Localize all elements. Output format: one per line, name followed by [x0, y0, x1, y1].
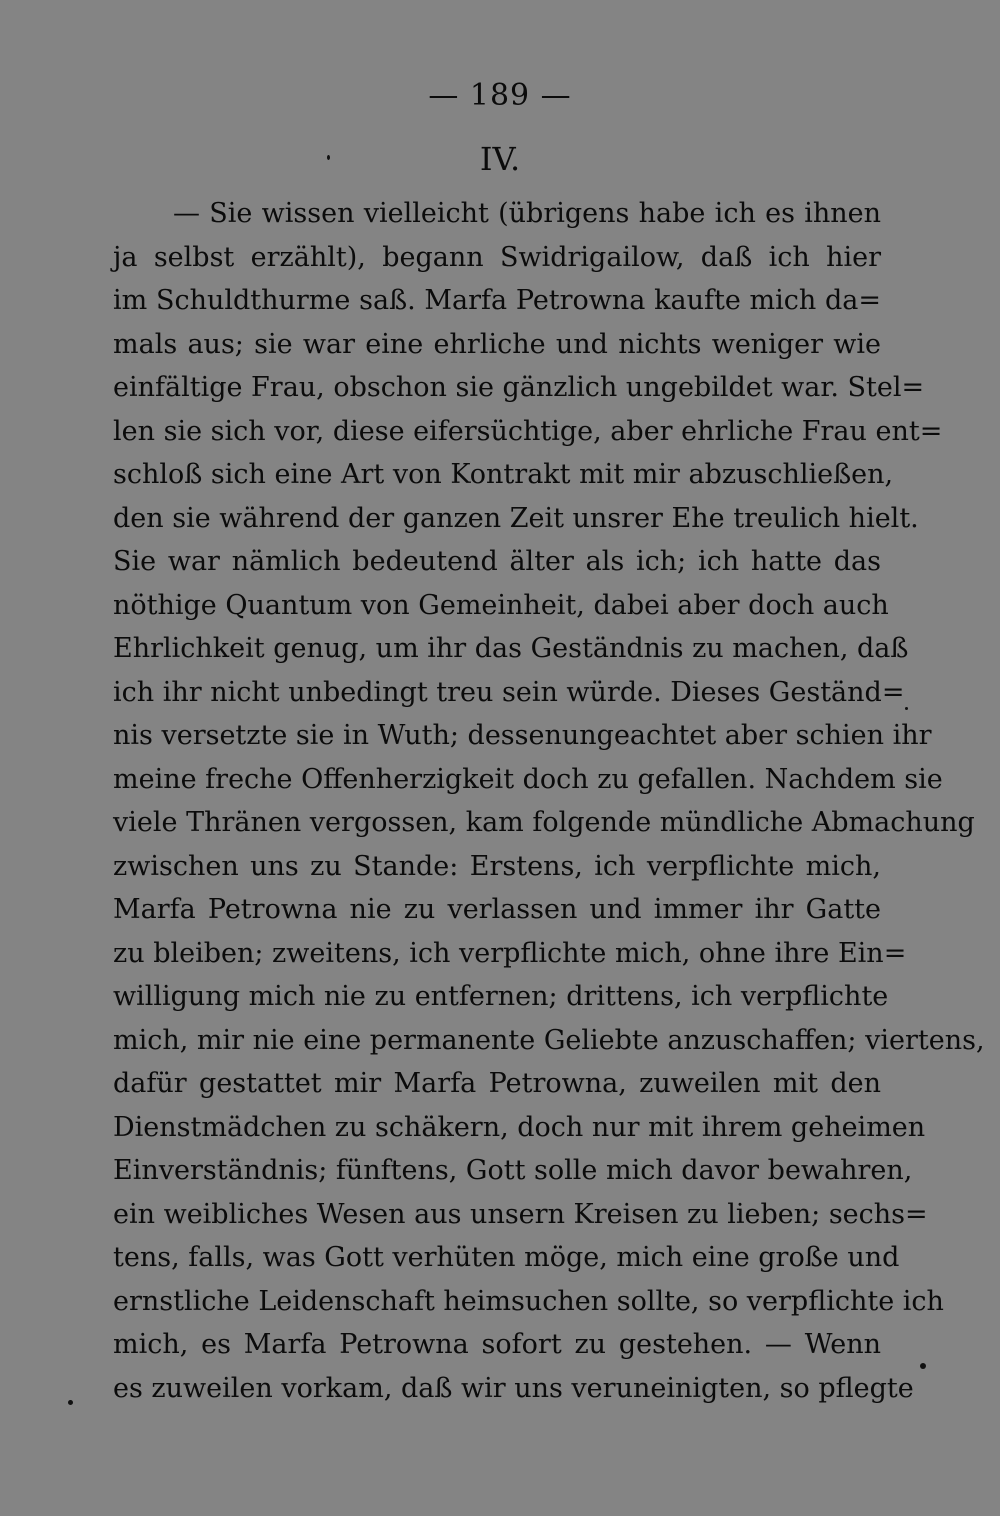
text-line: mals aus; sie war eine ehrliche und nichts weniger wie — [113, 328, 881, 360]
text-line: Marfa Petrowna nie zu verlassen und immer ihr Gatte — [113, 894, 881, 925]
scan-speck — [68, 1400, 73, 1405]
scan-speck — [905, 707, 908, 710]
text-line: Sie war nämlich bedeutend älter als ich; ich hatte das — [113, 546, 881, 577]
text-line: mich, es Marfa Petrowna sofort zu gestehen. — Wenn — [113, 1329, 881, 1360]
text-line: nöthige Quantum von Gemeinheit, dabei aber doch auch — [113, 589, 889, 621]
text-line: mich, mir nie eine permanente Geliebte anzuschaffen; viertens, — [113, 1024, 985, 1056]
text-line: len sie sich vor, diese eifersüchtige, aber ehrliche Frau ent= — [113, 415, 943, 447]
body-text — [113, 192, 985, 1410]
text-line: es zuweilen vorkam, daß wir uns veruneinigten, so pflegte — [113, 1372, 914, 1404]
scan-speck — [920, 1363, 926, 1369]
text-line: im Schuldthurme saß. Marfa Petrowna kaufte mich da= — [113, 285, 881, 316]
text-line: viele Thränen vergossen, kam folgende mündliche Abmachung — [113, 807, 975, 838]
text-line: zwischen uns zu Stande: Erstens, ich verpflichte mich, — [113, 850, 881, 882]
text-line: ja selbst erzählt), begann Swidrigailow, daß ich hier — [113, 241, 881, 273]
scan-speck — [327, 155, 330, 160]
text-line: willigung mich nie zu entfernen; drittens, ich verpflichte — [113, 981, 889, 1012]
text-line: nis versetzte sie in Wuth; dessenungeachtet aber schien ihr — [113, 720, 932, 751]
text-line: ich ihr nicht unbedingt treu sein würde. Dieses Geständ= — [113, 676, 905, 708]
text-line: ein weibliches Wesen aus unsern Kreisen zu lieben; sechs= — [113, 1198, 928, 1230]
text-line: den sie während der ganzen Zeit unsrer Ehe treulich hielt. — [113, 502, 919, 534]
text-line: einfältige Frau, obschon sie gänzlich ungebildet war. Stel= — [113, 372, 925, 403]
chapter-heading: IV. — [479, 140, 521, 178]
text-line: ernstliche Leidenschaft heimsuchen sollte, so verpflichte ich — [113, 1285, 944, 1317]
text-line: dafür gestattet mir Marfa Petrowna, zuweilen mit den — [113, 1068, 881, 1099]
text-line: zu bleiben; zweitens, ich verpflichte mich, ohne ihre Ein= — [113, 937, 907, 969]
text-line: schloß sich eine Art von Kontrakt mit mir abzuschließen, — [113, 459, 894, 490]
text-line: Dienstmädchen zu schäkern, doch nur mit ihrem geheimen — [113, 1111, 926, 1143]
text-line: — Sie wissen vielleicht (übrigens habe ich es ihnen — [173, 198, 881, 229]
text-line: Ehrlichkeit genug, um ihr das Geständnis zu machen, daß — [113, 633, 909, 664]
text-line: meine freche Offenherzigkeit doch zu gefallen. Nachdem sie — [113, 763, 943, 795]
text-line: tens, falls, was Gott verhüten möge, mich eine große und — [113, 1242, 900, 1273]
page-number: — 189 — — [428, 78, 572, 113]
text-line: Einverständnis; fünftens, Gott solle mich davor bewahren, — [113, 1155, 913, 1186]
